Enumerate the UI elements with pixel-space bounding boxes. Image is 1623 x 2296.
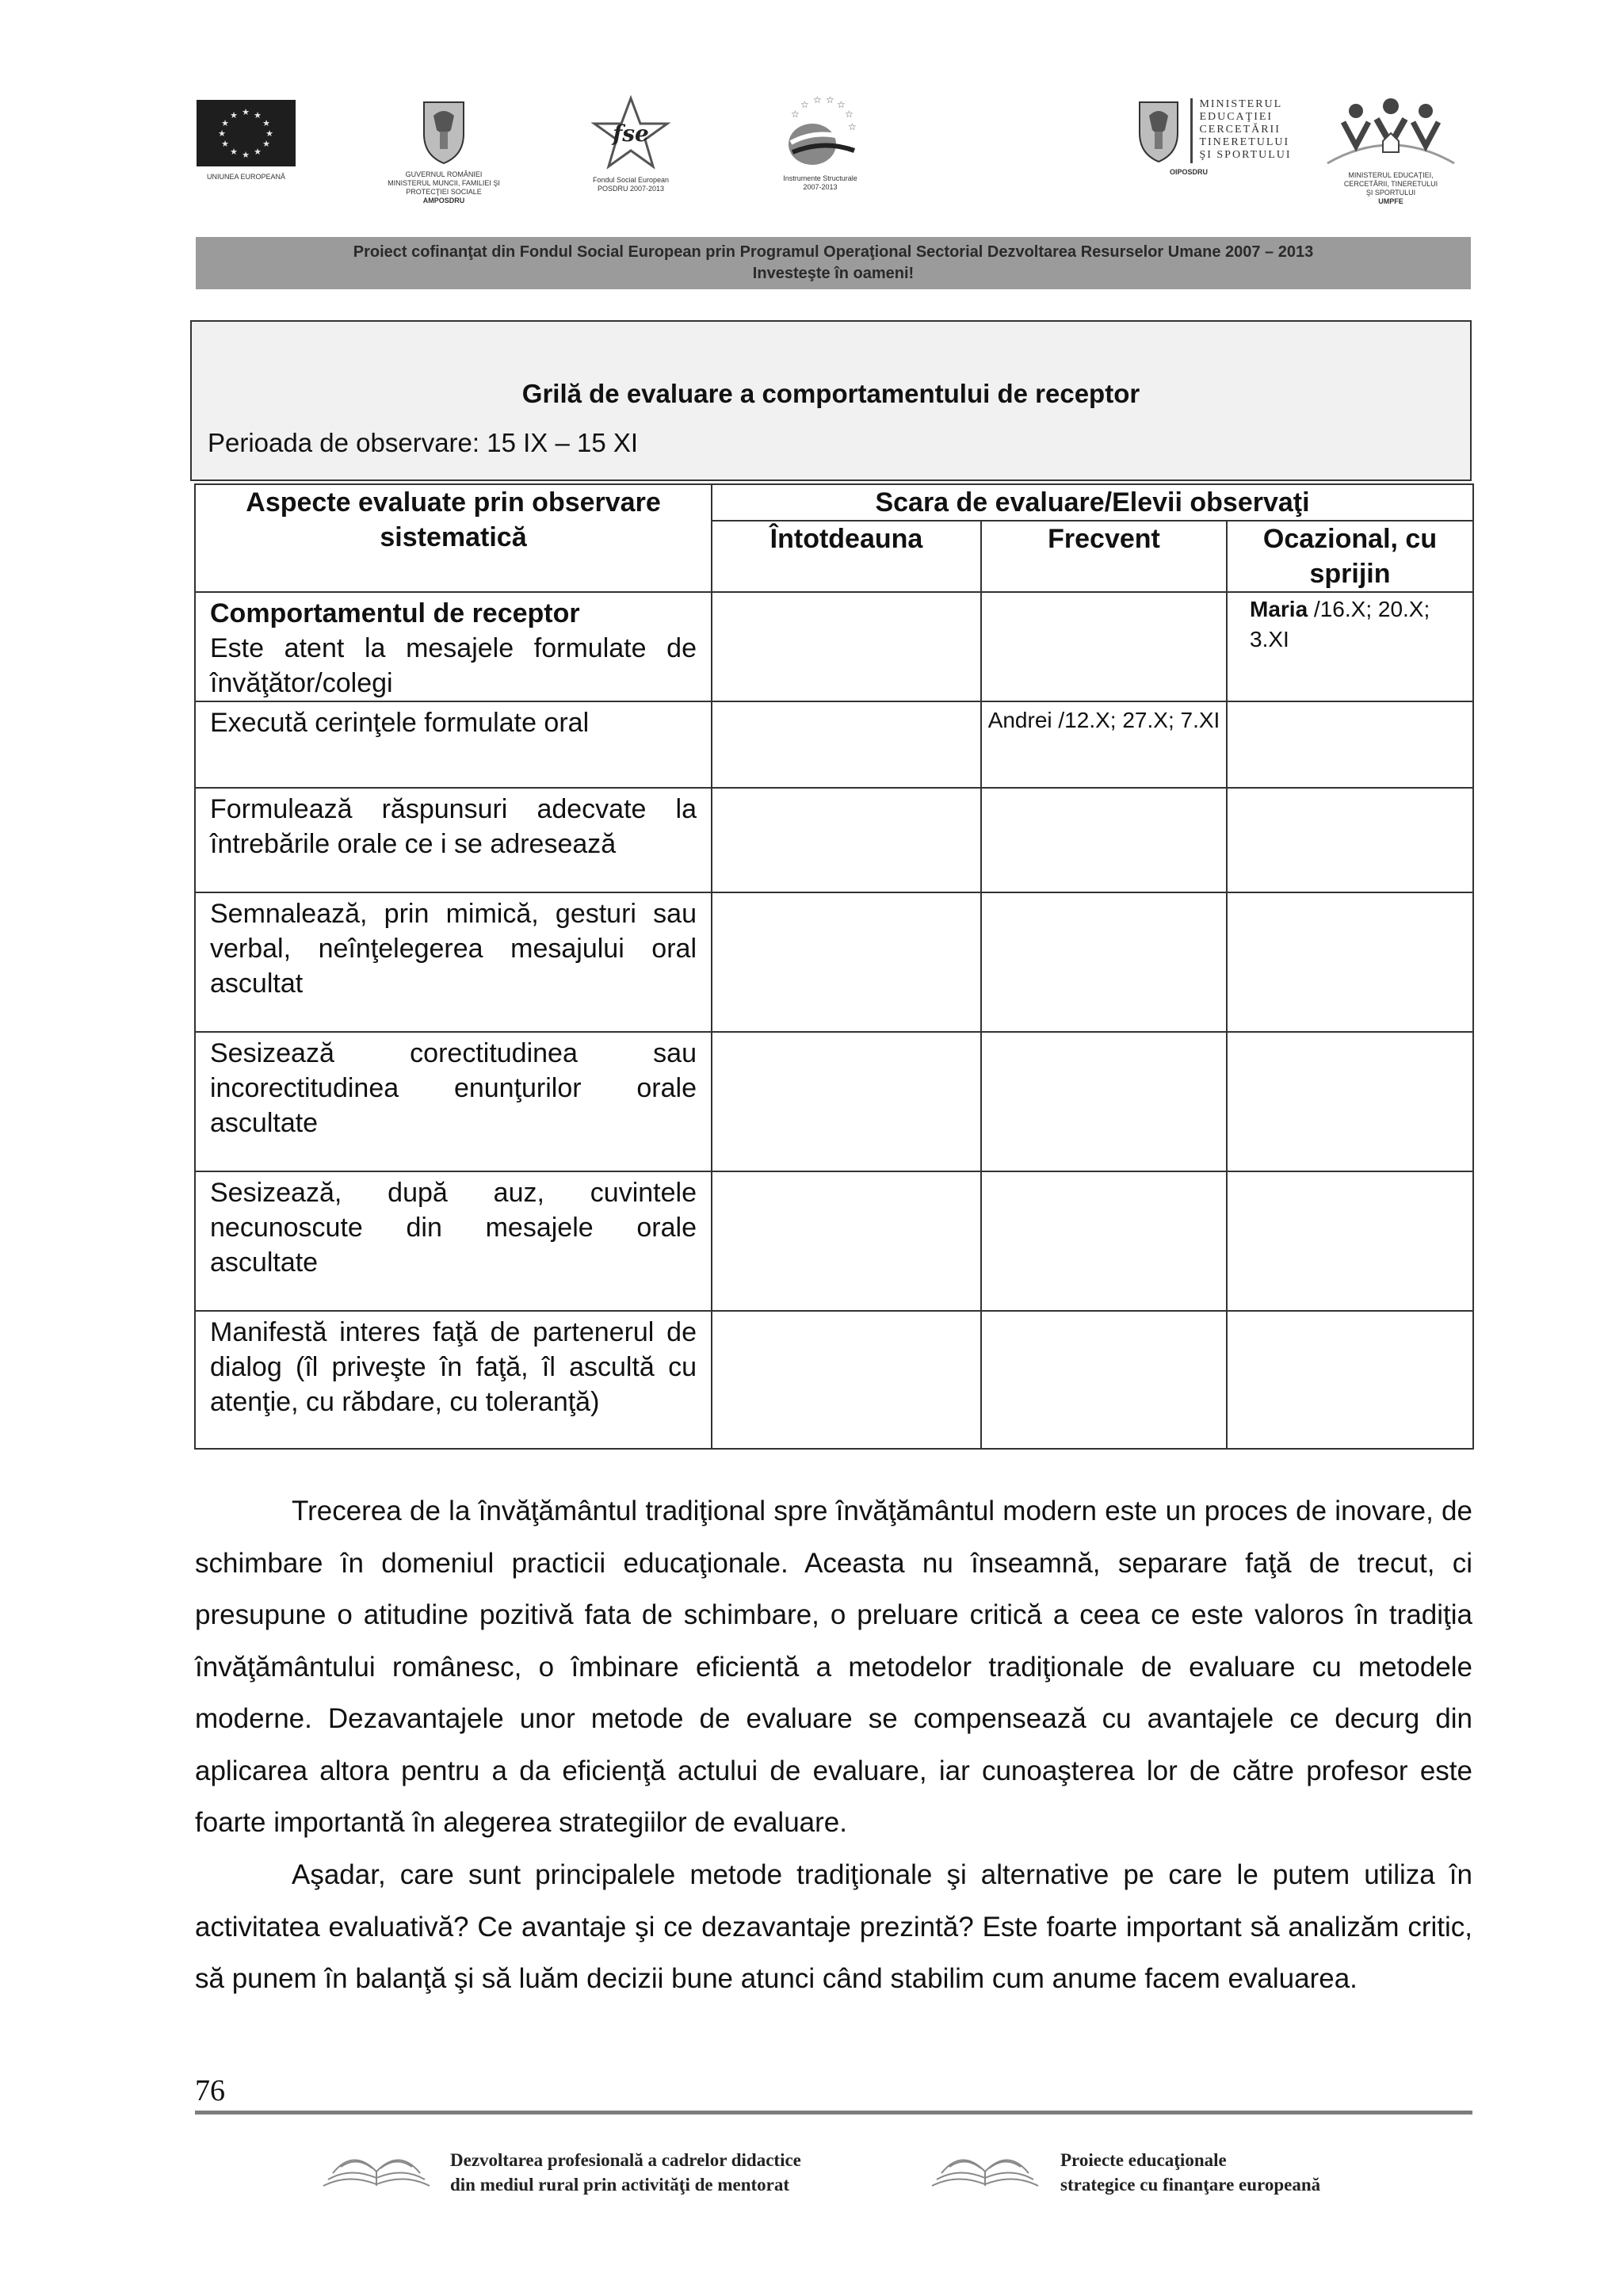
body-paragraph-1 xyxy=(195,1485,1472,1849)
open-book-icon xyxy=(317,2140,436,2195)
scale-always-header: Întotdeauna xyxy=(712,521,981,592)
footer-left-line-2: din mediul rural prin activităţi de mentorat xyxy=(450,2175,790,2195)
often-cell: Andrei /12.X; 27.X; 7.XI xyxy=(981,701,1227,788)
logo-umpfe-caption-1: MINISTERUL EDUCAŢIEI, xyxy=(1348,171,1434,179)
occasional-cell xyxy=(1227,592,1473,701)
svg-text:☆: ☆ xyxy=(800,99,809,110)
footer-right-text xyxy=(1060,2148,1320,2197)
body-paragraph-2 xyxy=(195,1849,1472,2005)
occasional-cell xyxy=(1227,701,1473,788)
always-cell xyxy=(712,592,981,701)
always-cell xyxy=(712,788,981,892)
occasional-cell xyxy=(1227,1032,1473,1171)
cofinancing-banner xyxy=(196,237,1471,289)
often-cell xyxy=(981,892,1227,1032)
occasional-cell xyxy=(1227,1311,1473,1449)
always-cell xyxy=(712,1311,981,1449)
svg-text:★: ★ xyxy=(218,128,226,139)
logo-fse-caption-2: POSDRU 2007-2013 xyxy=(597,185,665,193)
svg-text:☆: ☆ xyxy=(826,95,834,105)
logo-government-caption-bold: AMPOSDRU xyxy=(422,197,465,204)
footer-right-line-2: strategice cu finanţare europeană xyxy=(1060,2175,1321,2195)
aspects-header: Aspecte evaluate prin observare sistematică xyxy=(195,484,712,592)
aspect-cell: Sesizează, după auz, cuvintele necunoscute din mesajele orale ascultate xyxy=(195,1171,712,1311)
svg-text:☆: ☆ xyxy=(837,99,846,110)
logo-ministry-caption-bold: OIPOSDRU xyxy=(1169,168,1208,176)
svg-text:☆: ☆ xyxy=(848,121,857,132)
svg-text:☆: ☆ xyxy=(813,95,822,105)
always-cell xyxy=(712,701,981,788)
fse-star-icon xyxy=(591,95,670,171)
logo-government-caption-3: PROTECŢIEI SOCIALE xyxy=(406,188,482,196)
logo-is-caption-1: Instrumente Structurale xyxy=(783,174,857,182)
svg-text:☆: ☆ xyxy=(845,109,854,120)
aspect-cell: Formulează răspunsuri adecvate la întrebările orale ce i se adresează xyxy=(195,788,712,892)
aspect-cell: Manifestă interes faţă de partenerul de dialog (îl priveşte în faţă, îl ascultă cu atenţie, cu răbdare, cu toleranţă) xyxy=(195,1311,712,1449)
aspect-section-title: Comportamentul de receptor xyxy=(210,598,580,628)
banner-line-2: Investeşte în oameni! xyxy=(752,265,915,282)
paragraph-1-text: Trecerea de la învăţământul tradiţional spre învăţământul modern este un proces de inovare, de schimbare în domeniul practicii educaţionale. Aceasta nu înseamnă, separare faţă de trecut, ci presupune o atitudine pozitivă fata de schimbare, o preluare critică a ceea ce este valoros în tradiţia învăţământului românesc, o îmbinare eficientă a metodelor tradiţionale de evaluare cu metodele moderne. Dezavantajele unor metode de evaluare se compensează cu avantajele ce decurg din aplicarea altora pentru a da eficienţă actului de evaluare, iar cunoaşterea lor de către profesor este foarte importantă în alegerea strategiilor de evaluare. xyxy=(195,1496,1472,1838)
occasional-cell xyxy=(1227,1171,1473,1311)
table-row xyxy=(195,592,1473,701)
svg-text:★: ★ xyxy=(221,139,229,149)
svg-text:★: ★ xyxy=(265,128,273,139)
logo-government-caption-1: GUVERNUL ROMÂNIEI xyxy=(405,170,483,178)
coat-of-arms-icon xyxy=(1133,98,1184,163)
observation-dates: /16.X; 20.X; 3.XI xyxy=(1250,597,1430,651)
table-row xyxy=(195,892,1473,1032)
logo-eu xyxy=(197,100,296,181)
table-row xyxy=(195,1171,1473,1311)
svg-text:★: ★ xyxy=(254,147,262,157)
svg-text:★: ★ xyxy=(262,118,270,128)
aspect-cell xyxy=(195,592,712,701)
logo-fse-caption-1: Fondul Social European xyxy=(592,176,670,184)
open-book-icon xyxy=(926,2140,1044,2195)
logo-government xyxy=(361,98,527,205)
table-row xyxy=(195,1032,1473,1171)
svg-text:★: ★ xyxy=(230,110,238,120)
structural-instruments-icon xyxy=(777,95,864,171)
grid-title-box xyxy=(190,320,1472,481)
eu-flag-icon xyxy=(197,100,296,166)
aspect-text: Este atent la mesajele formulate de învăţător/colegi xyxy=(210,633,697,698)
footer-right-line-1: Proiecte educaţionale xyxy=(1060,2150,1227,2170)
logo-umpfe-caption-3: ŞI SPORTULUI xyxy=(1365,189,1416,197)
always-cell xyxy=(712,892,981,1032)
often-cell xyxy=(981,1032,1227,1171)
logo-government-caption-2: MINISTERUL MUNCII, FAMILIEI ŞI xyxy=(388,179,500,187)
footer-rule xyxy=(195,2111,1472,2115)
footer-left-line-1: Dezvoltarea profesională a cadrelor didactice xyxy=(450,2150,801,2170)
svg-text:★: ★ xyxy=(221,118,229,128)
svg-text:fse: fse xyxy=(613,120,649,147)
svg-text:★: ★ xyxy=(254,110,262,120)
paragraph-2-text: Aşadar, care sunt principalele metode tradiţionale şi alternative pe care le putem utiliza în activitatea evaluativă? Ce avantaje şi ce dezavantaje prezintă? Este foarte important să analizăm critic, să punem în balanţă şi să luăm decizii bune atunci când stabilim cum anume facem evaluarea. xyxy=(195,1859,1472,1994)
svg-text:★: ★ xyxy=(230,147,238,157)
footer-left-text xyxy=(450,2148,801,2197)
observation-period: Perioada de observare: 15 IX – 15 XI xyxy=(208,428,639,457)
always-cell xyxy=(712,1171,981,1311)
logo-structural-instruments xyxy=(761,95,880,192)
svg-text:★: ★ xyxy=(242,107,250,117)
always-cell xyxy=(712,1032,981,1171)
aspect-cell: Execută cerinţele formulate oral xyxy=(195,701,712,788)
scale-header: Scara de evaluare/Elevii observaţi xyxy=(712,484,1473,521)
table-row xyxy=(195,788,1473,892)
occasional-cell xyxy=(1227,788,1473,892)
logo-is-caption-2: 2007-2013 xyxy=(803,183,838,191)
scale-occasional-header: Ocazional, cu sprijin xyxy=(1227,521,1473,592)
often-cell xyxy=(981,788,1227,892)
svg-text:★: ★ xyxy=(262,139,270,149)
banner-line-1: Proiect cofinanţat din Fondul Social European prin Programul Operaţional Sectorial Dezvoltarea Resurselor Umane 2007 – 2013 xyxy=(353,243,1314,261)
aspect-cell: Sesizează corectitudinea sau incorectitudinea enunţurilor orale ascultate xyxy=(195,1032,712,1171)
coat-of-arms-icon xyxy=(416,98,472,166)
aspect-cell: Semnalează, prin mimică, gesturi sau verbal, neînţelegerea mesajului oral ascultat xyxy=(195,892,712,1032)
often-cell xyxy=(981,592,1227,701)
logo-fse xyxy=(567,95,694,193)
occasional-cell xyxy=(1227,892,1473,1032)
logo-umpfe xyxy=(1316,95,1466,206)
scale-often-header: Frecvent xyxy=(981,521,1227,592)
ministry-wordmark-2: EDUCAŢIEI xyxy=(1199,111,1274,123)
logo-eu-caption: UNIUNEA EUROPEANĂ xyxy=(206,173,286,181)
evaluation-table xyxy=(194,483,1474,1450)
often-cell xyxy=(981,1311,1227,1449)
logo-umpfe-caption-bold: UMPFE xyxy=(1378,197,1403,205)
table-row xyxy=(195,1311,1473,1449)
svg-text:★: ★ xyxy=(242,150,250,160)
svg-text:☆: ☆ xyxy=(791,109,800,120)
ministry-wordmark-3: CERCETĂRII xyxy=(1199,124,1281,136)
often-cell xyxy=(981,1171,1227,1311)
table-row xyxy=(195,701,1473,788)
student-name: Maria xyxy=(1250,597,1308,621)
logo-ministry xyxy=(1125,98,1300,177)
ministry-wordmark-1: MINISTERUL xyxy=(1199,98,1283,110)
grid-heading: Grilă de evaluare a comportamentului de receptor xyxy=(521,379,1140,408)
page-number: 76 xyxy=(195,2074,225,2107)
logo-umpfe-caption-2: CERCETĂRII, TINERETULUI xyxy=(1343,180,1438,188)
ministry-wordmark-4: TINERETULUI xyxy=(1199,136,1290,148)
umpfe-people-icon xyxy=(1319,95,1462,171)
ministry-wordmark-5: ŞI SPORTULUI xyxy=(1199,149,1292,161)
